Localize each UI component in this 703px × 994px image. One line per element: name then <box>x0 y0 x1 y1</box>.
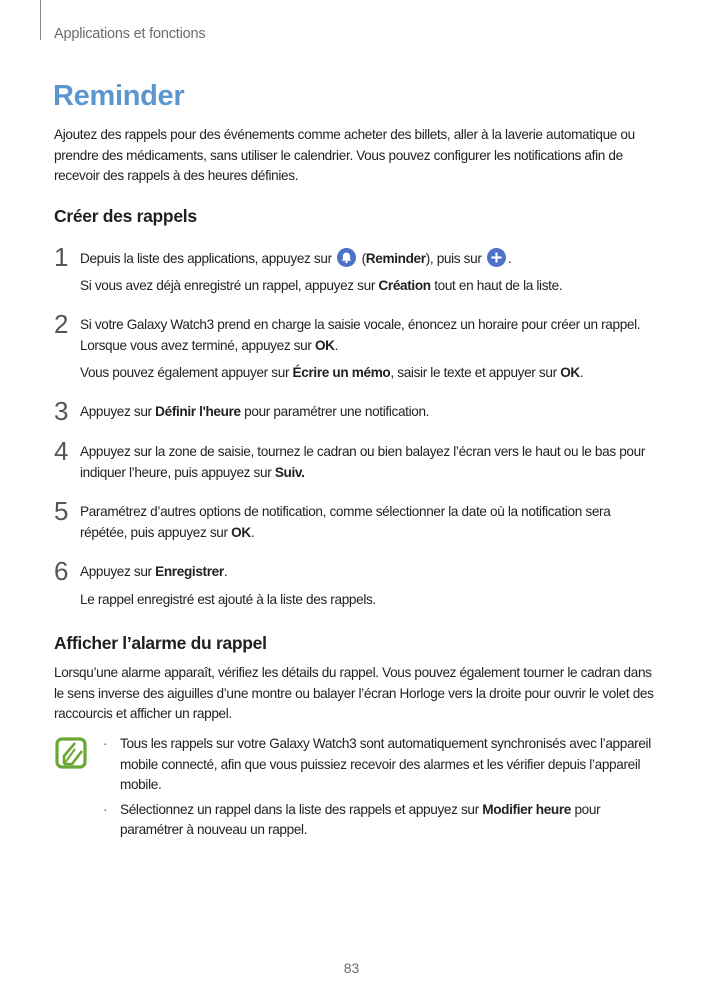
step-text: Appuyez sur Enregistrer. <box>80 564 228 579</box>
step-number: 5 <box>54 496 69 526</box>
list-item: · Sélectionnez un rappel dans la liste des rappels et appuyez sur Modifier heure pour paramétrer à nouveau un rappel. <box>103 801 601 837</box>
note-bullet-list <box>103 734 663 845</box>
header-rule <box>40 0 41 40</box>
running-head: Applications et fonctions <box>54 26 206 42</box>
page-title: Reminder <box>53 80 185 112</box>
step-subtext: Vous pouvez également appuyer sur Écrire un mémo, saisir le texte et appuyer sur OK. <box>80 365 584 380</box>
step-text: Appuyez sur la zone de saisie, tournez le cadran ou bien balayez l’écran vers le haut ou le bas pour indiquer l’heure, puis appuyez sur Suiv. <box>80 444 646 480</box>
step-subtext: Si vous avez déjà enregistré un rappel, appuyez sur Création tout en haut de la liste. <box>80 278 563 293</box>
bullet-dot: · <box>103 801 108 817</box>
step-text: Paramétrez d’autres options de notification, comme sélectionner la date où la notification sera répétée, puis appuyez sur OK. <box>80 504 611 540</box>
step-number: 1 <box>54 242 69 272</box>
step-number: 4 <box>54 436 69 466</box>
alarm-paragraph: Lorsqu’une alarme apparaît, vérifiez les détails du rappel. Vous pouvez également tourner le cadran dans le sens inverse des aiguilles d’une montre ou balayer l’écran Horloge vers la droite pour ouvrir le volet des raccourcis et afficher un rappel. <box>54 665 654 721</box>
step-text: Depuis la liste des applications, appuyez sur (Reminder), puis sur . <box>80 248 650 270</box>
page-number: 83 <box>343 960 360 976</box>
plus-icon <box>487 248 506 267</box>
section-heading-create: Créer des rappels <box>54 206 197 226</box>
list-item: · Tous les rappels sur votre Galaxy Watch3 sont automatiquement synchronisés avec l’appareil mobile connecté, afin que vous puissiez recevoir des alarmes et les vérifier depuis l’appareil mobile. <box>103 736 651 792</box>
intro-paragraph: Ajoutez des rappels pour des événements comme acheter des billets, aller à la laverie automatique ou prendre des médicaments, sans utiliser le calendrier. Vous pouvez configurer les notifications afin de recevoir des rappels à des heures définies. <box>54 127 635 183</box>
step-number: 3 <box>54 396 69 426</box>
step-text: Si votre Galaxy Watch3 prend en charge la saisie vocale, énoncez un horaire pour créer un rappel. Lorsque vous avez terminé, appuyez sur OK. <box>80 317 641 353</box>
section-heading-alarm: Afficher l’alarme du rappel <box>54 633 267 653</box>
step-number: 6 <box>54 556 69 586</box>
bullet-dot: · <box>103 736 108 751</box>
step-text: Appuyez sur Définir l'heure pour paramétrer une notification. <box>80 404 430 419</box>
note-pencil-icon <box>55 737 87 769</box>
reminder-bell-icon <box>337 248 356 267</box>
step-number: 2 <box>54 309 69 339</box>
step-subtext: Le rappel enregistré est ajouté à la liste des rappels. <box>80 592 376 607</box>
